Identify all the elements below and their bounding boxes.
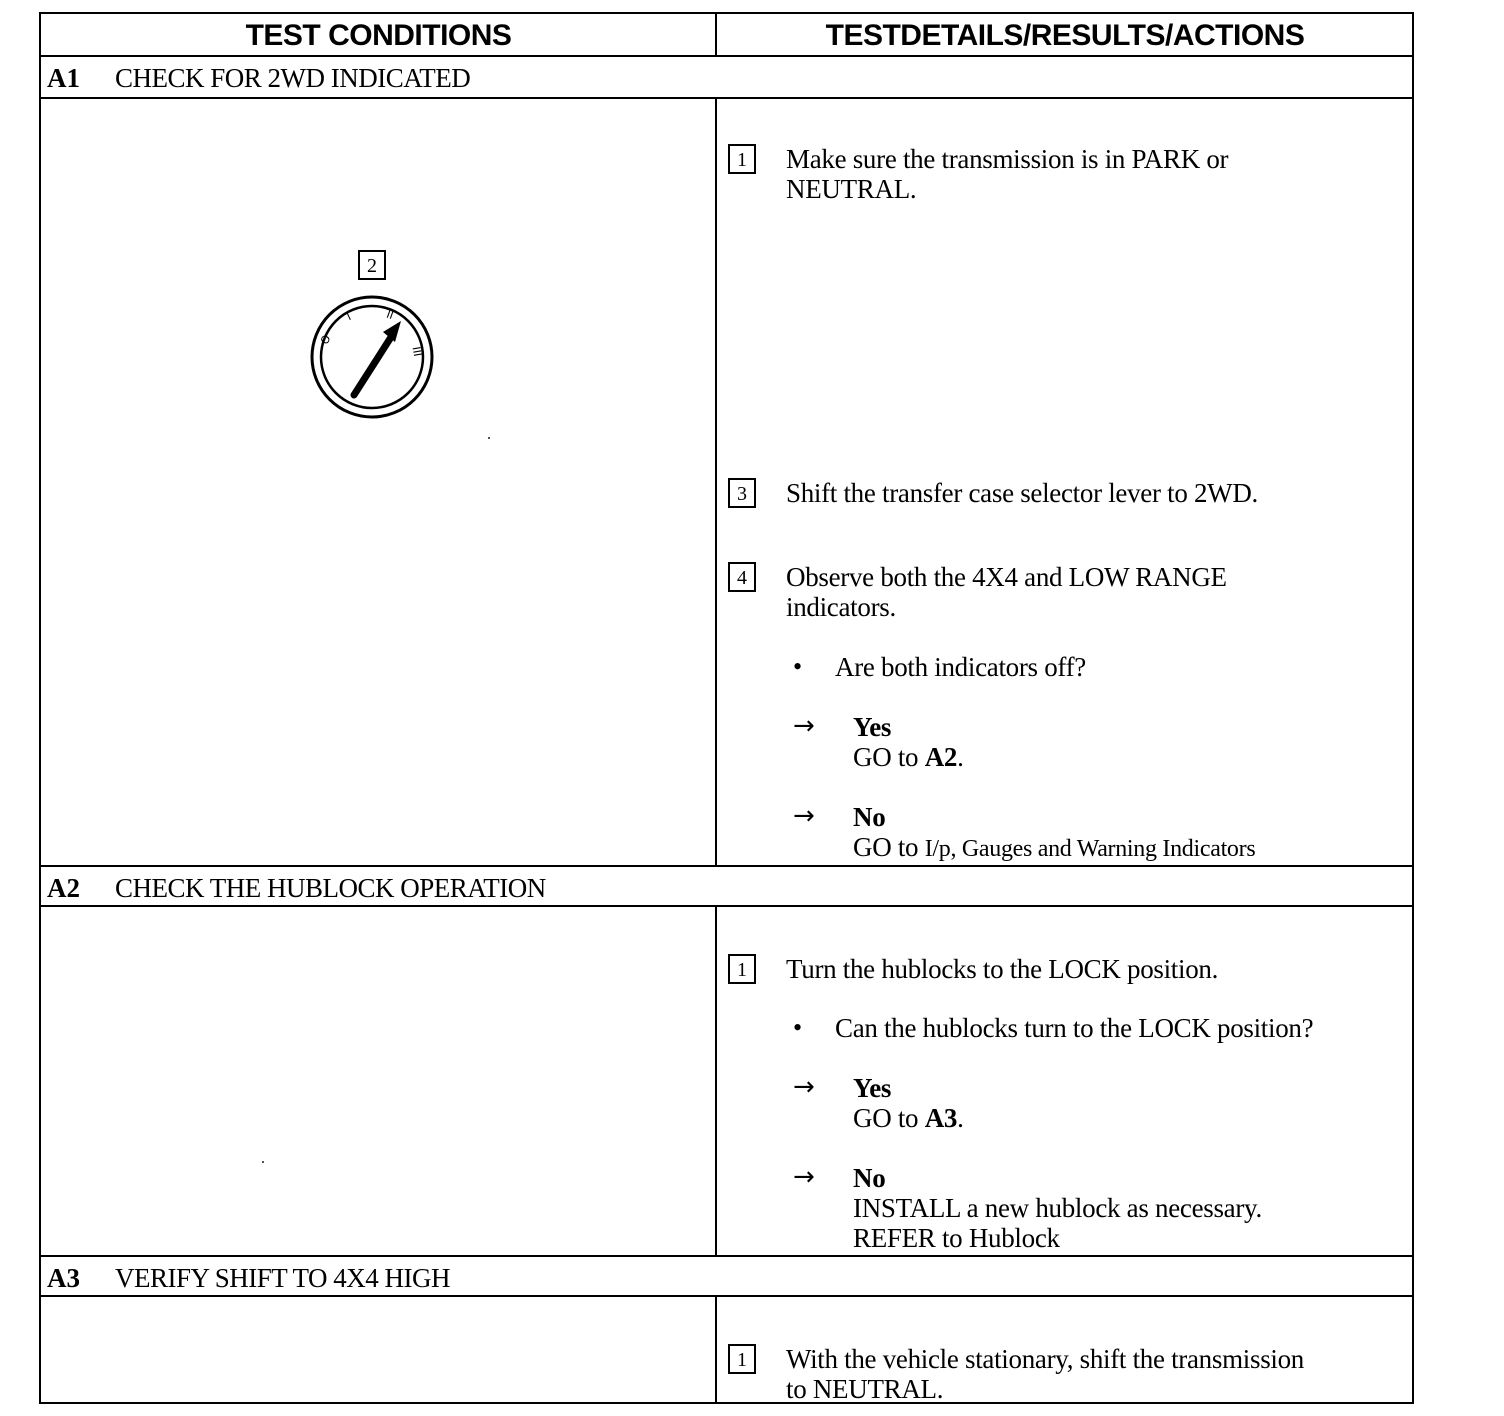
knob-label-start: III — [409, 345, 425, 358]
column-divider — [715, 1297, 717, 1404]
section-id: A2 — [47, 873, 80, 903]
column-divider — [715, 14, 717, 57]
step-badge: 1 — [728, 1344, 756, 1374]
header-test-conditions: TEST CONDITIONS — [245, 19, 512, 52]
yes-result: Yes GO to A3. — [853, 1073, 964, 1133]
section-title: CHECK THE HUBLOCK OPERATION — [115, 873, 546, 903]
action-prefix: GO to — [853, 742, 919, 772]
step-text — [786, 1344, 1304, 1404]
action-target-link[interactable]: A3 — [924, 1103, 958, 1133]
question-text: Can the hublocks turn to the LOCK position? — [835, 1013, 1314, 1043]
action-prefix: GO to — [853, 832, 919, 862]
step-text-line: to NEUTRAL. — [786, 1374, 944, 1404]
column-divider — [715, 99, 717, 867]
section-id: A3 — [47, 1263, 80, 1293]
step-text: Shift the transfer case selector lever to 2WD. — [786, 478, 1259, 508]
step-text-line: Observe both the 4X4 and LOW RANGE — [786, 562, 1227, 592]
diagnostic-table — [39, 12, 1414, 1404]
yes-label: Yes — [853, 1073, 892, 1103]
figure-step-badge: 2 — [358, 250, 386, 280]
step-badge: 1 — [728, 954, 756, 984]
knob-label-run: II — [384, 307, 396, 323]
step-text-line: indicators. — [786, 592, 896, 622]
arrow-right-icon: → — [793, 801, 815, 831]
no-result — [853, 1163, 1262, 1253]
arrow-right-icon: → — [793, 1072, 815, 1102]
action-prefix: GO to — [853, 1103, 919, 1133]
step-badge: 1 — [728, 144, 756, 174]
section-a1-header — [41, 57, 1412, 99]
section-a2-header — [41, 865, 1412, 907]
no-result — [853, 802, 1255, 864]
step-text — [786, 144, 1228, 204]
bullet-icon: • — [793, 1013, 803, 1042]
step-text-line: NEUTRAL. — [786, 174, 917, 204]
no-label: No — [853, 802, 886, 832]
no-action-line: REFER to Hublock — [853, 1223, 1060, 1253]
action-target-link[interactable]: A2 — [924, 742, 958, 772]
section-title: VERIFY SHIFT TO 4X4 HIGH — [115, 1263, 451, 1293]
table-header — [41, 14, 1412, 57]
ignition-switch-icon — [309, 294, 435, 420]
step-text: Turn the hublocks to the LOCK position. — [786, 954, 1219, 984]
scan-speck — [488, 437, 490, 439]
section-a3-header — [41, 1255, 1412, 1297]
scan-speck — [262, 1161, 264, 1163]
section-title: CHECK FOR 2WD INDICATED — [115, 63, 471, 93]
header-test-details: TESTDETAILS/RESULTS/ACTIONS — [825, 19, 1305, 52]
yes-result: Yes GO to A2. — [853, 712, 964, 772]
arrow-right-icon: → — [793, 1162, 815, 1192]
action-target-link[interactable]: I/p, Gauges and Warning Indicators — [924, 836, 1256, 862]
knob-label-acc: I — [344, 310, 354, 324]
question-text: Are both indicators off? — [835, 652, 1086, 682]
bullet-icon: • — [793, 652, 803, 681]
step-text-line: With the vehicle stationary, shift the transmission — [786, 1344, 1305, 1374]
no-action-line: INSTALL a new hublock as necessary. — [853, 1193, 1262, 1223]
no-label: No — [853, 1163, 886, 1193]
section-id: A1 — [47, 63, 80, 93]
step-text-line: Make sure the transmission is in PARK or — [786, 144, 1229, 174]
arrow-right-icon: → — [793, 711, 815, 741]
step-text — [786, 562, 1227, 622]
step-badge: 4 — [728, 562, 756, 592]
step-badge: 3 — [728, 478, 756, 508]
yes-label: Yes — [853, 712, 892, 742]
column-divider — [715, 907, 717, 1257]
knob-label-off: O — [317, 332, 334, 347]
